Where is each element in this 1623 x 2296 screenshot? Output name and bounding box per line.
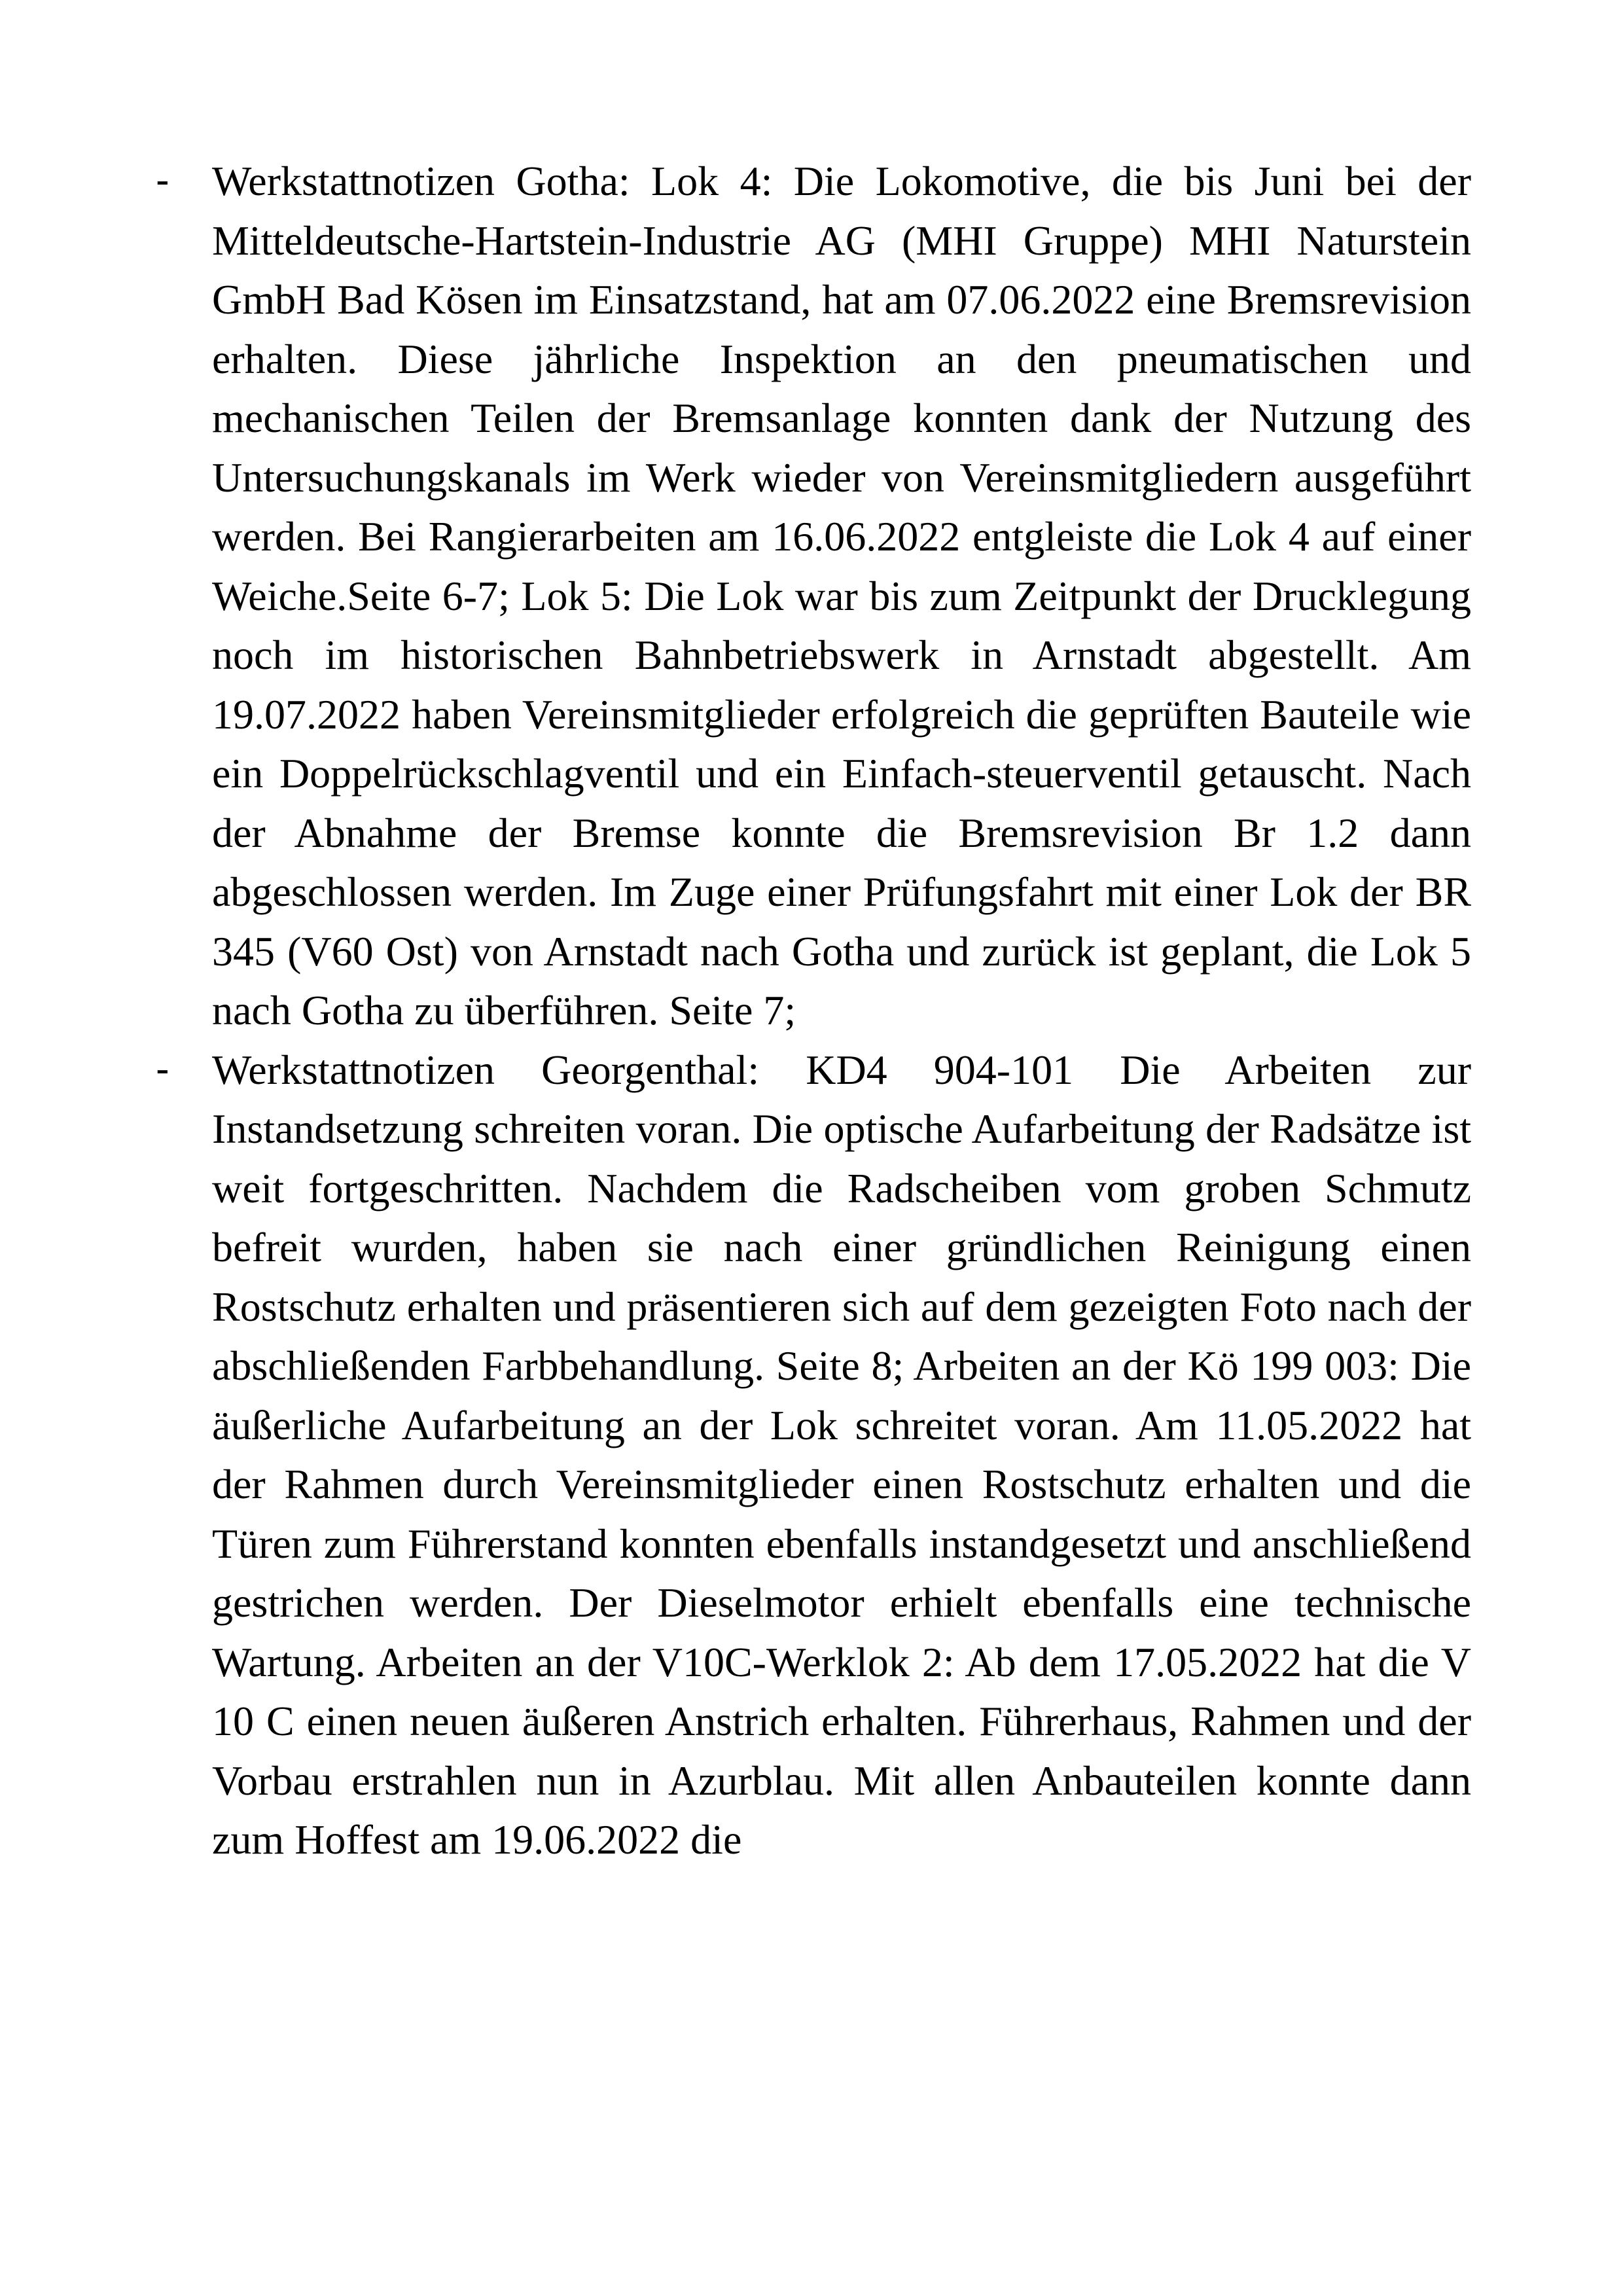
list-item-text: Werkstattnotizen Georgenthal: KD4 904-101 Die Arbeiten zur Instandsetzung schreiten voran. Die optische Aufarbeitung der Radsätze ist weit fortgeschritten. Nachdem die Radscheiben vom groben Schmutz befreit wurden, haben sie nach einer gründlichen Reinigung einen Rostschutz erhalten und präsentieren sich auf dem gezeigten Foto nach der abschließenden Farbbehandlung. Seite 8; Arbeiten an der Kö 199 003: Die äußerliche Aufarbeitung an der Lok schreitet voran. Am 11.05.2022 hat der Rahmen durch Vereinsmitglieder einen Rostschutz erhalten und die Türen zum Führerstand konnten ebenfalls instandgesetzt und anschließend gestrichen werden. Der Dieselmotor erhielt ebenfalls eine technische Wartung. Arbeiten an der V10C-Werklok 2: Ab dem 17.05.2022 hat die V 10 C einen neuen äußeren Anstrich erhalten. Führerhaus, Rahmen und der Vorbau erstrahlen nun in Azurblau. Mit allen Anbauteilen konnte dann zum Hoffest am 19.06.2022 die <box>212 1046 1471 1863</box>
bullet-dash: - <box>156 158 169 203</box>
bullet-list <box>156 152 1471 1870</box>
list-item <box>156 152 1471 1041</box>
bullet-dash: - <box>156 1046 169 1092</box>
list-item <box>156 1041 1471 1870</box>
list-item-text: Werkstattnotizen Gotha: Lok 4: Die Lokomotive, die bis Juni bei der Mitteldeutsche-Hartstein-Industrie AG (MHI Gruppe) MHI Naturstein GmbH Bad Kösen im Einsatzstand, hat am 07.06.2022 eine Bremsrevision erhalten. Diese jährliche Inspektion an den pneumatischen und mechanischen Teilen der Bremsanlage konnten dank der Nutzung des Untersuchungskanals im Werk wieder von Vereinsmitgliedern ausgeführt werden. Bei Rangierarbeiten am 16.06.2022 entgleiste die Lok 4 auf einer Weiche.Seite 6-7; Lok 5: Die Lok war bis zum Zeitpunkt der Drucklegung noch im historischen Bahnbetriebswerk in Arnstadt abgestellt. Am 19.07.2022 haben Vereinsmitglieder erfolgreich die geprüften Bauteile wie ein Doppelrückschlagventil und ein Einfach-steuerventil getauscht. Nach der Abnahme der Bremse konnte die Bremsrevision Br 1.2 dann abgeschlossen werden. Im Zuge einer Prüfungsfahrt mit einer Lok der BR 345 (V60 Ost) von Arnstadt nach Gotha und zurück ist geplant, die Lok 5 nach Gotha zu überführen. Seite 7; <box>212 158 1471 1033</box>
